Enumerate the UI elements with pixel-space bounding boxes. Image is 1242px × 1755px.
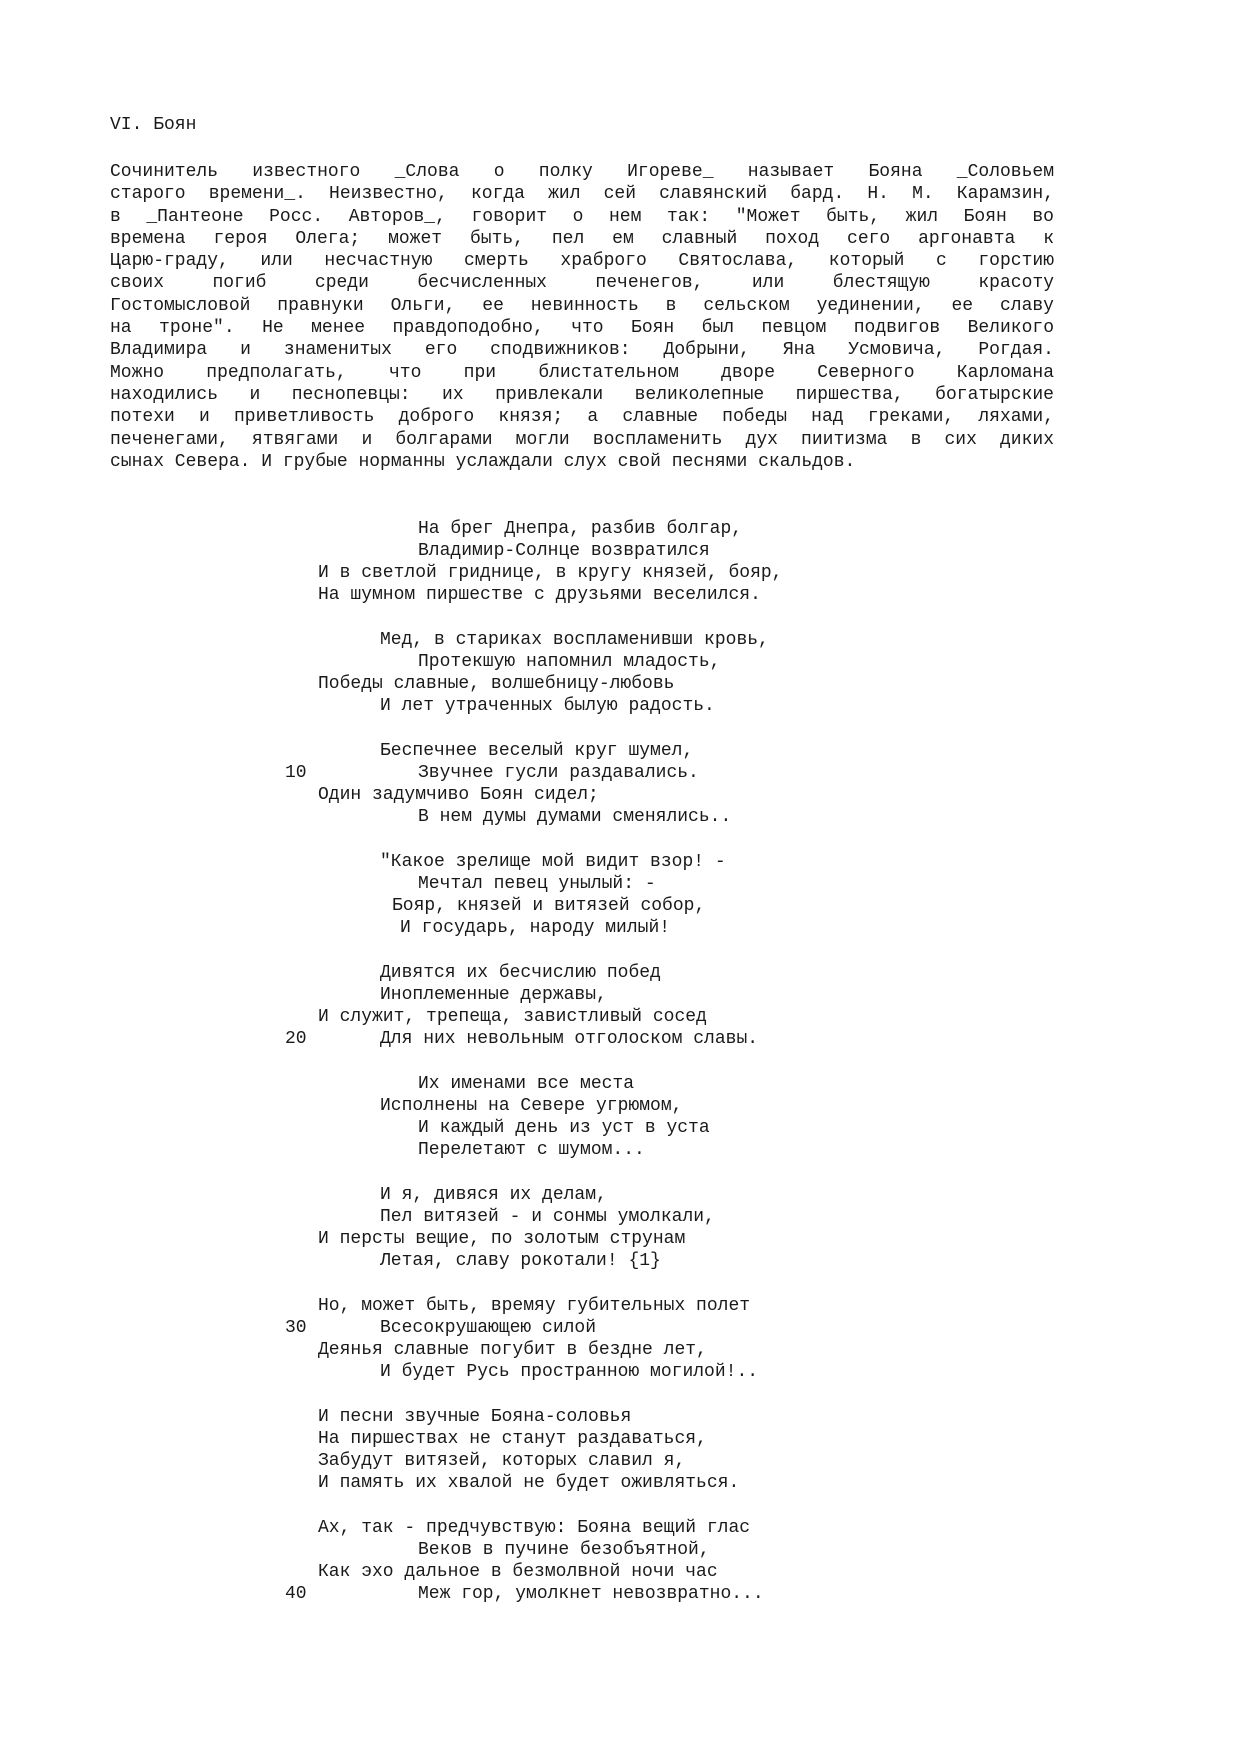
prose-line: в _Пантеоне Росс. Авторов_, говорит о нем так: "Может быть, жил Боян во xyxy=(110,206,1054,227)
poem-line: И память их хвалой не будет оживляться. xyxy=(318,1473,740,1493)
poem-line: Для них невольным отголоском славы. xyxy=(380,1029,759,1049)
poem-line: На пиршествах не станут раздаваться, xyxy=(318,1429,707,1449)
poem-line: Победы славные, волшебницу-любовь xyxy=(318,674,675,694)
poem-line: Перелетают с шумом... xyxy=(418,1140,645,1160)
poem-line: И персты вещие, по золотым струнам xyxy=(318,1229,686,1249)
poem-line: Владимир-Солнце возвратился xyxy=(418,541,710,561)
poem-line: И государь, народу милый! xyxy=(400,918,671,938)
poem-line: Протекшую напомнил младость, xyxy=(418,652,721,672)
poem-line: И я, дивяся их делам, xyxy=(380,1185,607,1205)
prose-line: печенегами, ятвягами и болгарами могли воспламенить дух пиитизма в сих диких xyxy=(110,429,1054,450)
poem-line: Звучнее гусли раздавались. xyxy=(418,763,699,783)
prose-line: сынах Севера. И грубые норманны услаждали слух свой песнями скальдов. xyxy=(110,451,856,472)
prose-line: времена героя Олега; может быть, пел ем славный поход сего аргонавта к xyxy=(110,228,1054,249)
prose-line: потехи и приветливость доброго князя; а славные победы над греками, ляхами, xyxy=(110,407,1054,428)
prose-line: Сочинитель известного _Слова о полку Игореве_ называет Бояна _Соловьем xyxy=(110,162,1054,182)
prose-line: на троне". Не менее правдоподобно, что Боян был певцом подвигов Великого xyxy=(110,318,1054,339)
poem-line: На брег Днепра, разбив болгар, xyxy=(418,519,743,539)
poem-line: Но, может быть, времяу губительных полет xyxy=(318,1296,751,1316)
poem-line: В нем думы думами сменялись.. xyxy=(418,807,732,827)
poem-line: И служит, трепеща, завистливый сосед xyxy=(318,1007,707,1027)
poem-line: Забудут витязей, которых славил я, xyxy=(318,1451,686,1471)
prose-line: находились и песнопевцы: их привлекали великолепные пиршества, богатырские xyxy=(110,384,1054,405)
poem-line: Пел витязей - и сонмы умолкали, xyxy=(380,1207,715,1227)
prose-line: Владимира и знаменитых его сподвижников: Добрыни, Яна Усмовича, Рогдая. xyxy=(110,340,1054,361)
poem-line: Иноплеменные державы, xyxy=(380,985,607,1005)
poem-line: Беспечнее веселый круг шумел, xyxy=(380,741,694,761)
poem-line: И в светлой гриднице, в кругу князей, бояр, xyxy=(318,563,783,583)
poem-line: И будет Русь пространною могилой!.. xyxy=(380,1362,759,1382)
poem-line: На шумном пиршестве с друзьями веселился. xyxy=(318,585,761,605)
prose-line: Можно предполагать, что при блистательном дворе Северного Карломана xyxy=(110,362,1054,383)
poem-line: Всесокрушающею силой xyxy=(380,1318,597,1338)
line-number: 10 xyxy=(285,763,307,783)
section-title: VI. Боян xyxy=(110,115,197,135)
poem-line: Их именами все места xyxy=(418,1074,635,1094)
line-number: 20 xyxy=(285,1029,307,1049)
poem-line: И песни звучные Бояна-соловья xyxy=(318,1407,632,1427)
poem-line: Ах, так - предчувствую: Бояна вещий глас xyxy=(318,1518,751,1538)
poem-line: Бояр, князей и витязей собор, xyxy=(392,896,706,916)
poem-line: Один задумчиво Боян сидел; xyxy=(318,785,599,805)
poem-line: "Какое зрелище мой видит взор! - xyxy=(380,852,726,872)
poem-line: Мед, в стариках воспламенивши кровь, xyxy=(380,630,769,650)
poem-line: И лет утраченных былую радость. xyxy=(380,696,715,716)
line-number: 30 xyxy=(285,1318,307,1338)
poem-line: Меж гор, умолкнет невозвратно... xyxy=(418,1584,764,1604)
poem-line: Веков в пучине безобъятной, xyxy=(418,1540,710,1560)
prose-line: Царю-граду, или несчастную смерть храброго Святослава, который с горстию xyxy=(110,251,1054,272)
prose-line: Гостомысловой правнуки Ольги, ее невинность в сельском уединении, ее славу xyxy=(110,295,1054,316)
line-number: 40 xyxy=(285,1584,307,1604)
poem-line: Деянья славные погубит в бездне лет, xyxy=(318,1340,707,1360)
poem-line: Летая, славу рокотали! {1} xyxy=(380,1251,661,1271)
prose-line: старого времени_. Неизвестно, когда жил сей славянский бард. Н. М. Карамзин, xyxy=(110,184,1054,205)
poem-line: Как эхо дальное в безмолвной ночи час xyxy=(318,1562,718,1582)
poem-line: Мечтал певец унылый: - xyxy=(418,874,656,894)
prose-line: своих погиб среди бесчисленных печенегов, или блестящую красоту xyxy=(110,273,1054,294)
poem-line: И каждый день из уст в уста xyxy=(418,1118,710,1138)
poem-line: Дивятся их бесчислию побед xyxy=(380,963,661,983)
poem-line: Исполнены на Севере угрюмом, xyxy=(380,1096,683,1116)
